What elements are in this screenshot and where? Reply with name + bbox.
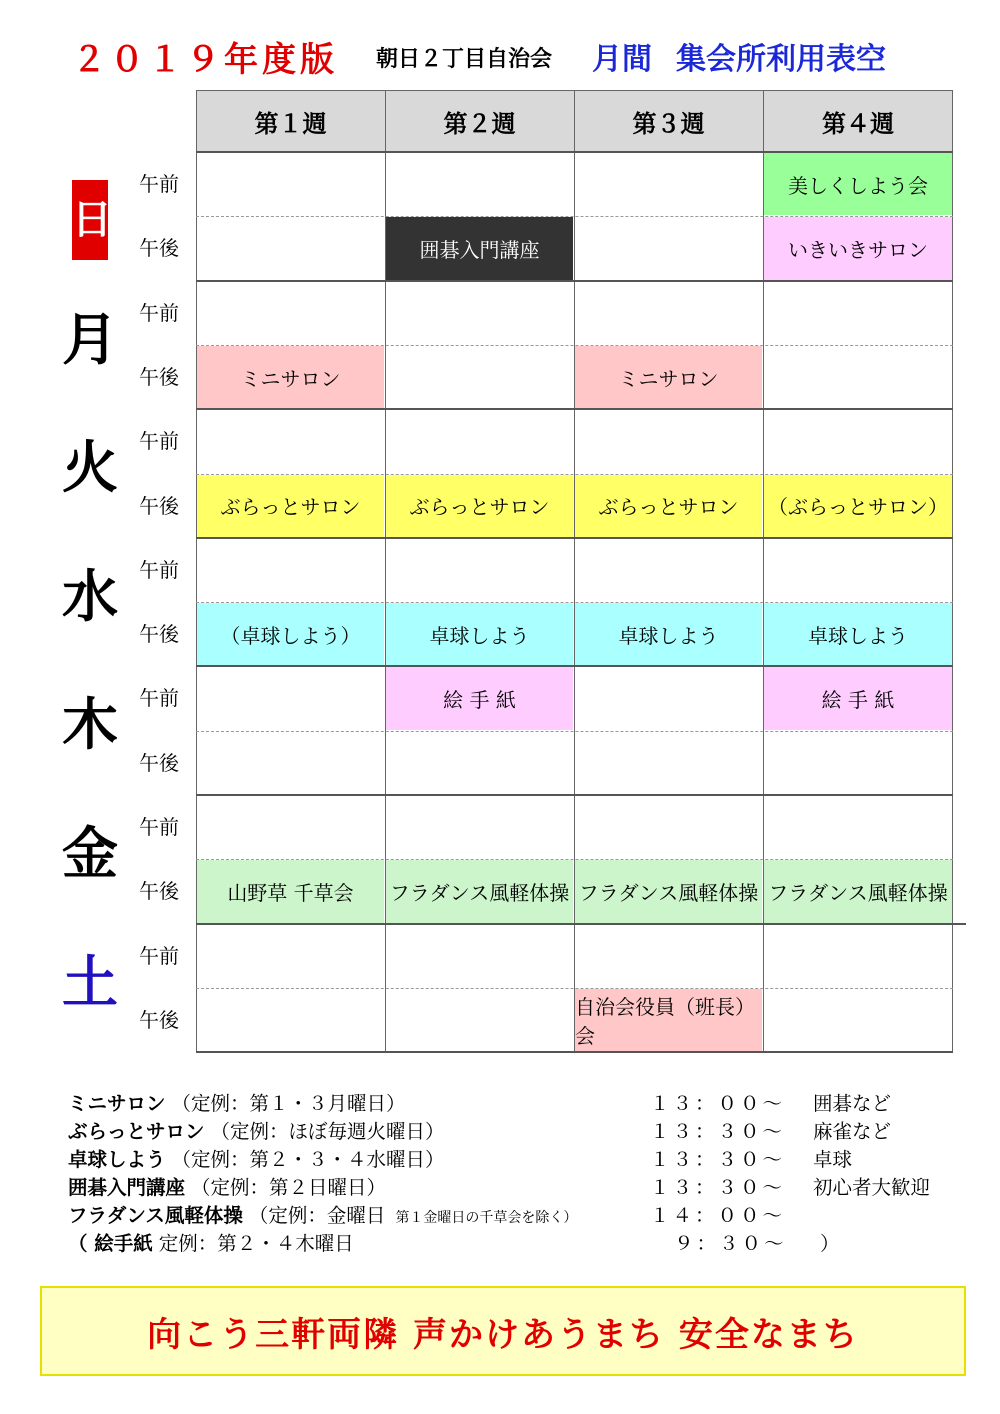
grid-line [196, 216, 953, 217]
time-slot-label: 午後 [139, 1007, 179, 1032]
schedule-cell [764, 989, 952, 1051]
note-rule: （定例：金曜日 [248, 1204, 386, 1227]
note-time: １３：３０～ [650, 1120, 786, 1143]
note-rule: 定例：第２・４木曜日 [158, 1232, 354, 1255]
schedule-cell: 絵 手 紙 [386, 667, 573, 729]
note-row [68, 1172, 931, 1200]
schedule-cell: 絵 手 紙 [764, 667, 952, 729]
schedule-cell [197, 217, 384, 279]
schedule-cell: フラダンス風軽体操 [386, 860, 573, 922]
grid-line [196, 280, 953, 282]
note-time: １３：００～ [650, 1092, 786, 1115]
grid-line [196, 345, 953, 346]
schedule-cell [764, 539, 952, 601]
note-row [68, 1144, 853, 1172]
schedule-cell [575, 796, 762, 858]
time-slot-label: 午前 [139, 429, 179, 454]
schedule-cell: 卓球しよう [575, 603, 762, 665]
schedule-cell: いきいきサロン [764, 217, 952, 279]
note-rule: （定例：ほぼ毎週火曜日） [210, 1120, 445, 1143]
schedule-cell [386, 989, 573, 1051]
grid-line [196, 90, 197, 1053]
time-slot-label: 午後 [139, 750, 179, 775]
grid-line [196, 988, 953, 989]
grid-line [385, 90, 386, 1053]
time-slot-label: 午後 [139, 236, 179, 261]
time-slot-label: 午前 [139, 815, 179, 839]
schedule-cell [386, 539, 573, 601]
day-label: 金 [62, 822, 118, 887]
schedule-cell [197, 153, 384, 215]
grid-line [574, 90, 575, 1053]
slogan-text: 向こう三軒両隣 声かけあうまち 安全なまち [147, 1314, 859, 1355]
week-header: 第３週 [574, 90, 763, 152]
week-header: 第２週 [385, 90, 574, 152]
note-rule: （定例：第２日曜日） [191, 1176, 387, 1199]
time-slot-label: 午前 [139, 172, 179, 196]
schedule-cell: （卓球しよう） [197, 603, 384, 665]
grid-line [196, 90, 953, 91]
schedule-cell: ぶらっとサロン [575, 475, 762, 537]
schedule-cell [197, 410, 384, 472]
note-activity: 初心者大歓迎 [813, 1176, 931, 1199]
schedule-table [196, 90, 953, 1053]
schedule-cell [764, 346, 952, 408]
note-activity: 麻雀など [813, 1120, 892, 1143]
note-activity: ） [820, 1232, 840, 1255]
schedule-cell [575, 667, 762, 729]
time-slot-label: 午後 [139, 622, 179, 647]
grid-line [196, 602, 953, 603]
day-label: 月 [62, 307, 118, 373]
note-activity: 卓球 [813, 1148, 853, 1171]
grid-line [196, 537, 953, 539]
note-name: 卓球しよう [68, 1148, 166, 1171]
schedule-cell [764, 732, 952, 794]
schedule-cell: 卓球しよう [386, 603, 573, 665]
week-header: 第４週 [763, 90, 953, 152]
grid-line [196, 859, 953, 860]
note-name: フラダンス風軽体操 [68, 1204, 243, 1227]
schedule-cell [197, 989, 384, 1051]
organization-name: 朝日２丁目自治会 [376, 47, 553, 72]
day-label: 木 [62, 693, 118, 759]
time-slot-label: 午後 [139, 879, 179, 904]
grid-line [196, 408, 953, 410]
slogan-banner [40, 1286, 966, 1376]
schedule-cell [575, 925, 762, 987]
schedule-cell [764, 410, 952, 472]
note-rule: （定例：第２・３・４水曜日） [171, 1148, 445, 1171]
title-monthly: 月間 [592, 42, 652, 77]
page-title: 集会所利用表空 [676, 42, 886, 77]
note-row [68, 1228, 840, 1256]
schedule-cell: 山野草 千草会 [197, 860, 384, 922]
time-slot-label: 午後 [139, 493, 179, 518]
time-slot-label: 午前 [139, 686, 179, 711]
grid-line [196, 923, 966, 925]
schedule-cell [386, 796, 573, 858]
grid-line [196, 474, 953, 475]
note-rule: （定例：第１・３月曜日） [171, 1092, 406, 1115]
note-row [68, 1116, 892, 1144]
note-name: （ 絵手紙 [68, 1232, 153, 1255]
note-name: ぶらっとサロン [68, 1120, 205, 1143]
grid-line [952, 90, 953, 1053]
schedule-cell [386, 410, 573, 472]
schedule-cell [386, 925, 573, 987]
schedule-cell [197, 667, 384, 729]
schedule-cell [764, 796, 952, 858]
page-header [0, 28, 1000, 78]
schedule-cell [197, 796, 384, 858]
schedule-cell [575, 732, 762, 794]
schedule-cell [197, 539, 384, 601]
schedule-cell: 自治会役員（班長）会 [575, 989, 762, 1051]
schedule-cell: ミニサロン [197, 346, 384, 408]
schedule-cell: ぶらっとサロン [197, 475, 384, 537]
note-row [68, 1200, 786, 1228]
note-time: １４：００～ [650, 1204, 786, 1227]
schedule-cell [197, 732, 384, 794]
schedule-cell: （ぶらっとサロン） [764, 475, 952, 537]
week-header: 第１週 [196, 90, 385, 152]
time-slot-label: 午前 [139, 943, 179, 968]
schedule-cell [764, 925, 952, 987]
grid-line [763, 90, 764, 1053]
time-slot-label: 午前 [139, 557, 179, 582]
grid-line [196, 1051, 953, 1053]
schedule-cell [575, 410, 762, 472]
schedule-cell [386, 282, 573, 344]
schedule-cell [386, 732, 573, 794]
schedule-cell [386, 153, 573, 215]
note-time: ９：３０～ [674, 1232, 787, 1255]
schedule-cell: ぶらっとサロン [386, 475, 573, 537]
schedule-cell [764, 282, 952, 344]
schedule-cell [575, 282, 762, 344]
schedule-cell [575, 217, 762, 279]
schedule-cell [575, 153, 762, 215]
grid-line [196, 794, 953, 796]
schedule-cell: フラダンス風軽体操 [764, 860, 952, 922]
schedule-cell: 囲碁入門講座 [386, 217, 573, 279]
schedule-cell [197, 282, 384, 344]
grid-line [196, 665, 953, 667]
time-slot-label: 午前 [139, 300, 179, 325]
day-label: 土 [62, 950, 118, 1016]
note-name: ミニサロン [68, 1092, 166, 1115]
day-label: 日 [72, 180, 108, 260]
schedule-cell [575, 539, 762, 601]
grid-line [196, 731, 953, 732]
schedule-cell: 卓球しよう [764, 603, 952, 665]
note-extra: 第１金曜日の千草会を除く） [395, 1210, 578, 1226]
schedule-cell [197, 925, 384, 987]
day-label: 水 [62, 564, 118, 630]
schedule-cell: フラダンス風軽体操 [575, 860, 762, 922]
edition-label: ２０１９年度版 [72, 40, 338, 80]
note-time: １３：３０～ [650, 1176, 786, 1199]
grid-line [196, 151, 953, 153]
note-activity: 囲碁など [813, 1092, 892, 1115]
schedule-cell: ミニサロン [575, 346, 762, 408]
note-time: １３：３０～ [650, 1148, 786, 1171]
schedule-cell: 美しくしよう会 [764, 153, 952, 215]
note-row [68, 1088, 892, 1116]
day-label: 火 [62, 436, 118, 502]
note-name: 囲碁入門講座 [68, 1176, 186, 1199]
schedule-cell [386, 346, 573, 408]
time-slot-label: 午後 [139, 364, 179, 389]
